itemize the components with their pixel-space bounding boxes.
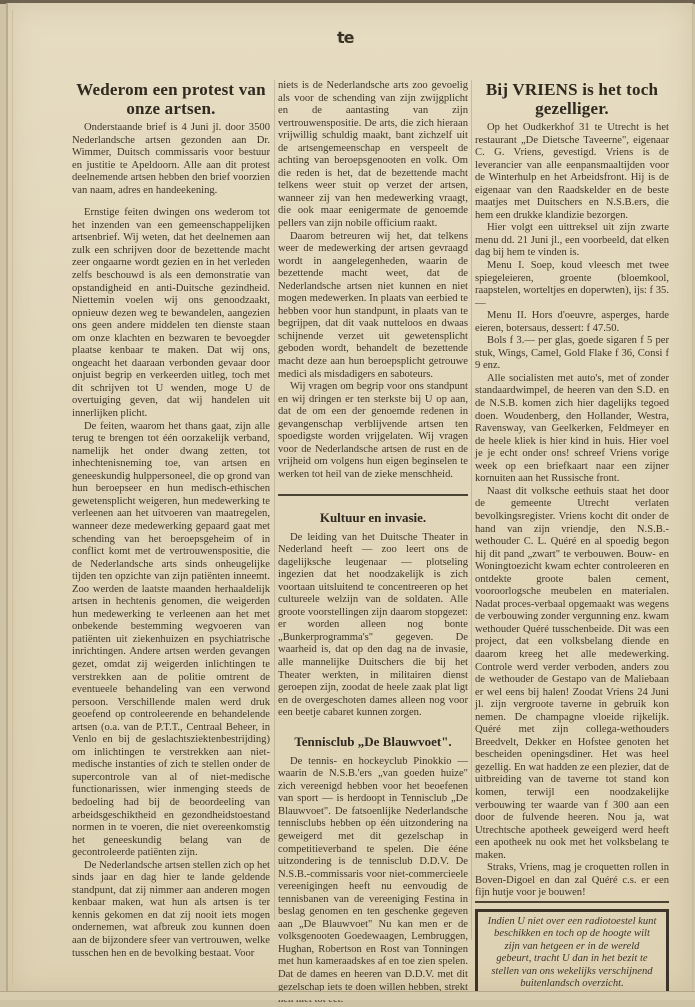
column-divider [274, 80, 275, 920]
column-3 [475, 80, 669, 998]
article-paragraph: Straks, Vriens, mag je croquetten rollen in Boven-Digoel en dan zal Quéré c.s. er een fijn hutje voor je bouwen! [475, 862, 669, 903]
column-divider [471, 80, 472, 940]
article-headline-tennis: Tennisclub „De Blauwvoet". [278, 734, 468, 750]
article-headline-protest: Wederom een protest van onze artsen. [72, 80, 270, 118]
column-2 [278, 80, 468, 1007]
article-headline-kultuur: Kultuur en invasie. [278, 510, 468, 526]
article-paragraph: De tennis- en hockeyclub Pinokkio — waarin de N.S.B.'ers „van goeden huize" zich vereenigd hebben voor het beoefenen van sport — is herdoopt in Tennisclub „De Blauwvoet". De fatsoenlijke Nederlandsche tennisclubs hebben op één uitzondering na geweigerd met dit gezelschap in competitieverband te spelen. Die ééne uitzondering is de tennisclub D.D.V. De N.S.B.-commissaris voor niet-commercieele vereenigingen heeft nu eenvoudig de tennisbanen van de vereeniging Festina in beslag genomen en ten geschenke gegeven aan „De Blauwvoet" Nu kan men er de volksgenooten Goedewaagen, Lembruggen, Hughan, Robertson en Rost van Tonningen met hun kameraadskes af en toe zien spelen. Dat de dames en heeren van D.D.V. met dit gezelschap iets te doen willen hebben, strekt [278, 756, 468, 1007]
page-bottom-edge [0, 991, 695, 1000]
page-fold-line [12, 10, 13, 985]
article-paragraph-continued: niets is de Nederlandsche arts zoo gevoelig als voor de schending van zijn zwijgplicht en de aantasting van zijn vertrouwenspositie. De arts, die zich hieraan vrijwillig schuldig maakt, bant zichzelf uit de artsengemeenschap en verspeelt de achting van beroepsgenooten en volk. Om die reden is het, dat de bezettende macht telkens weer stuit op verzet der artsen, wanneer zij van hen medewerking vraagt, die ook maar eenigermate de genoemde pellers van zijn nobile officium raakt. [278, 80, 468, 231]
masthead-fragment: te [337, 28, 354, 47]
article-paragraph: Daarom betreuren wij het, dat telkens weer de medewerking der artsen gevraagd wordt in aangelegenheden, waarin de bezettende macht weet, dat de Nederlandsche artsen niet kunnen en niet mogen medewerken. In plaats van eerbied te hebben voor hun standpunt, in plaats van te begrijpen, dat dit vaak nutteloos en dwaas schijnende verzet uit gewetensplicht geboden wordt, behandelt de bezettende macht deze aan hun beroepsplicht getrouwe medici als misdadigers en saboteurs. [278, 231, 468, 382]
article-paragraph: Onderstaande brief is 4 Juni jl. door 3500 Nederlandsche artsen gezonden aan Dr. Wimmer, Duitsch commissaris voor bestuur en justitie te Apeldoorn. Alle aan dit protest deelnemende artsen hebben den brief voorzien van naam, adres en handeekening. [72, 122, 270, 197]
article-paragraph: Naast dit volksche eethuis staat het door de gemeente Utrecht verlaten bevolkingsregister. Vriens kocht dit onder de hand van zijn vriendje, den N.S.B.-wethouder C. L. Quéré en al spoedig begon hij dit pand „zwart" te verbouwen. Bouw- en Woningtoezicht kwam echter controleeren en ontdekte groote balen cement, vooroorlogsche meubelen en materialen. Nadat proces-verbaal opgemaakt was wegens de verbouwing zonder vergunning enz. kwam wethouder Quéré tusschenbeide. Dit was een project, dat een volksbelang diende en daarom kreeg het alle medewerking. Controle werd verder verboden, anders zou de wethouder de Gestapo van de Maliebaan er wel eens bij halen! Zoodat Vriens 24 Juni jl. zijn vergroote taverne in gebruik kon nemen. De champagne vloeide rijkelijk. Quéré met zijn collega-wethouders Breedvelt, Dekker en Hofstee genoten het bescheiden openingsdiner. Het was heel gezellig. En wat hadden ze een plezier, dat de uitbreiding van de taverne tot stand kon komen, terwijl een noodzakelijke verbouwing ter waarde van f 300 aan een door de fulvende heeren. Nou ja, wat Utrechtsche apotheek geweigerd werd heeft een apotheek nu ook met het volksbelang te maken. [475, 486, 669, 862]
column-1 [72, 80, 270, 960]
article-paragraph: De Nederlandsche artsen stellen zich op het sinds jaar en dag hier te lande geldende standpunt, dat zij nimmer aan anderen mogen kenbaar maken, wat hun als artsen is ter kennis gekomen en dat zij nooit iets mogen ondernemen, wat afbreuk zou kunnen doen aan de bijzondere sfeer van vertrouwen, welke tusschen hen en de bevolking bestaat. Voor [72, 860, 270, 960]
article-headline-vriens: Bij VRIENS is het toch gezelliger. [475, 80, 669, 118]
menu-item: Menu I. Soep, koud vleesch met twee spiegeleieren, groente (bloemkool, raapstelen, worteltjes en doperwten), ijs: f 35.— [475, 260, 669, 310]
article-paragraph: De leiding van het Duitsche Theater in Nederland heeft — zoo leert ons de dagelijksche leugenaar — plotseling ingezien dat het noodzakelijk is zich voortaan uitsluitend te concentreeren op het cultureele welzijn van de soldaten. Alle groote voorstellingen zijn daarom stopgezet: er worden alleen nog bonte „Bunkerprogramma's" gegeven. De waarheid is, dat op den dag na de invasie, alle mannelijke Duitschers die bij het Theater werkten, in militairen dienst geroepen zijn, zoodat de heele zaak plat ligt en de overgeschoten dames alleen nog voor een beetje cabaret kunnen zorgen. [278, 532, 468, 720]
article-paragraph: Ernstige feiten dwingen ons wederom tot het inzenden van een gemeenschappelijken artsenbrief. Wij weten, dat het deelnemen aan zulk een schrijven door de bezettende macht zeer ongaarne wordt gezien en in het verleden zelfs beschouwd is als een demonstratie van opstandigheid en anti-Duitsche gezindheid. Niettemin voelen wij ons genoodzaakt, opnieuw dezen weg te bewandelen, aangezien ons geen andere middelen ten dienste staan om onze klachten en bezwaren te bevoegder plaatse kenbaar te maken. Dat wij ons, ongeacht het daaraan verbonden gevaar door onjuist begrip en verkeerden uitleg, toch met dit schrijven tot U wenden, moge U de overtuiging geven, dat wij handelen uit innerlijken plicht. [72, 207, 270, 420]
advertisement-text: Indien U niet over een radiotoestel kunt beschikken en toch op de hoogte wilt zijn van hetgeen er in de wereld gebeurt, tracht U dan in het bezit te stellen van ons wekelijks verschijnend buitenlandsch overzicht. [486, 916, 658, 991]
advertisement-box [475, 909, 669, 998]
article-paragraph: Op het Oudkerkhof 31 te Utrecht is het restaurant „De Dietsche Taveerne", eigenaar C. G. Vriens, gevestigd. Vriens is de leverancier van alle eenpansmaaltijden voor de Winterhulp en het Arbeidsfront. Hij is de eigenaar van den Raadskelder en de beste maatjes met Duitschers en N.S.B.ers, die hem een drukke klandizie bezorgen. [475, 122, 669, 222]
article-paragraph: Alle socialisten met auto's, met of zonder standaardwimpel, de heeren van den S.D. en de N.S.B. komen zich hier dagelijks tegoed doen. Woudenberg, den Hollander, Westra, Ravensway, van Geelkerken, Feldmeyer en de heele kliek is hier kind in huis. Hier voel je je echt onder ons! schreef Vriens vorige week op een briefkaart naar een zijner kornuiten aan het Russische front. [475, 373, 669, 486]
menu-item: Bols f 3.— per glas, goede sigaren f 5 per stuk, Wings, Camel, Gold Flake f 36, Consi f 9 enz. [475, 335, 669, 373]
article-paragraph: Wij vragen om begrip voor ons standpunt en wij dringen er ten sterkste bij U op aan, dat de om een der genoemde redenen in gevangenschap verblijvende artsen ten spoedigste worden vrijgelaten. Wij vragen voor de Nederlandsche artsen de rust en de vrijheid om volgens hun eigen beginselen te werken tot heil van de zieke menschheid. [278, 381, 468, 481]
article-paragraph: Hier volgt een uittreksel uit zijn zwarte menu dd. 21 Juni jl., een voorbeeld, dat elken dag bij hem te vinden is. [475, 222, 669, 260]
section-divider [278, 494, 468, 496]
article-paragraph: De feiten, waarom het thans gaat, zijn alle terug te brengen tot één oorzakelijk verband, namelijk het onder dwang zetten, tot inhechtenisneming toe, van artsen en geneeskundig hulppersoneel, die op grond van hun beroepseer en hun medisch-ethischen gewetensplicht weigeren, hun medewerking te verleenen aan het uitvoeren van maatregelen, wanneer deze medewerking gepaard gaat met schending van het beroepsgeheim of in conflict komt met de vertrouwenspositie, die de Nederlandsche arts sinds onheugelijke tijden ten opzichte van zijn patiënten inneemt. Zoo werden de laatste maanden herhaaldelijk artsen in hechtenis genomen, die weigerden hun medewerking te verleenen aan het met onbekende bestemming wegvoeren van patiënten uit ziekenhuizen en psychiatrische inrichtingen. Andere artsen werden gevangen gezet, omdat zij weigerden inlichtingen te verstrekken aan de politie omtrent de eventueele behandeling van een verwond persoon. Verschillende malen werd druk geoefend op controleerende en behandelende artsen (o.a. van de P.T.T., Centraal Beheer, in Venlo en bij de geslachtsziektenbestrijding) om inlichtingen te verstrekken aan niet-medische instanties of zich te stellen onder de supercontrole van al of niet-medische functionarissen, wier inmenging steeds de bedoeling had bij de beoordeeling van arbeidsgeschiktheid en gezondheidstoestand normen in te voeren, die niet overeenkomstig het geneeskundig belang van de gecontroleerde patiënten zijn. [72, 421, 270, 860]
menu-item: Menu II. Hors d'oeuvre, asperges, harde eieren, botersaus, dessert: f 47.50. [475, 310, 669, 335]
